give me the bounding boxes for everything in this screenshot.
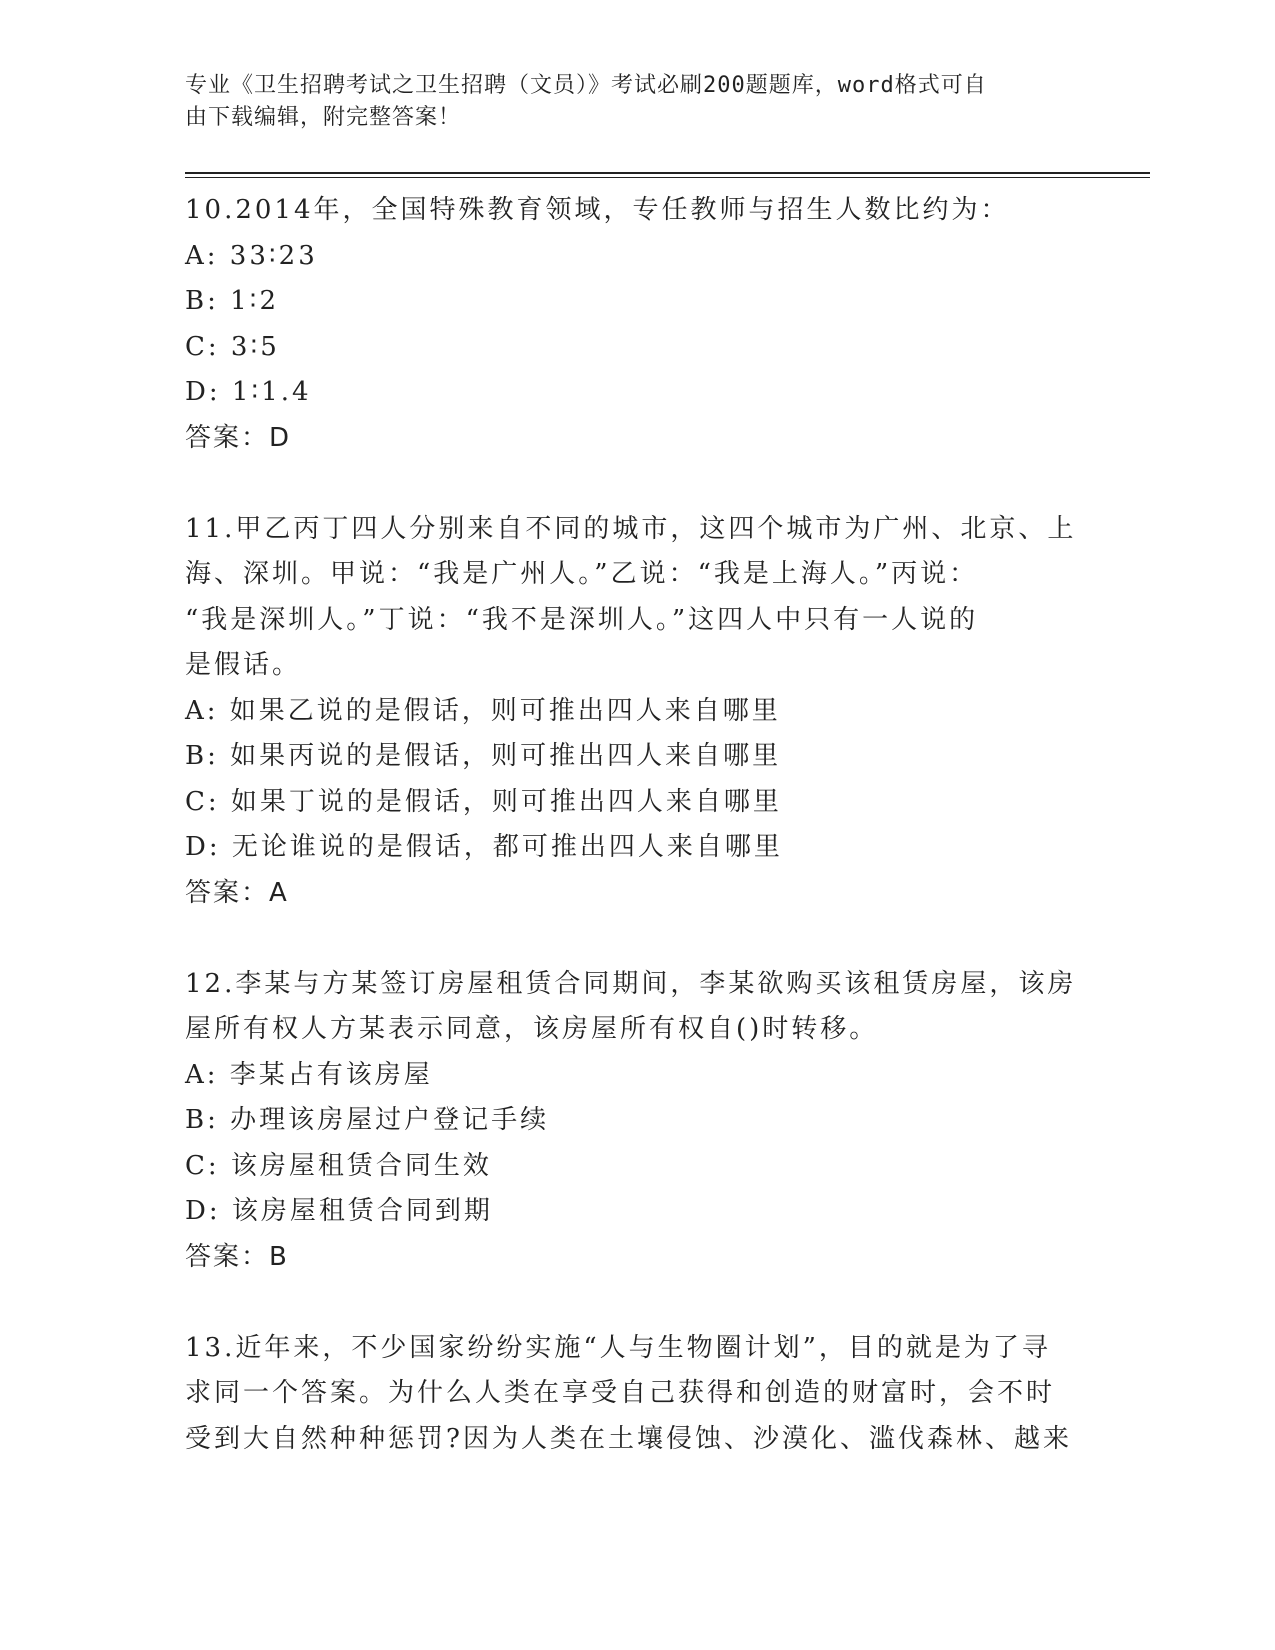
question-text: 12.李某与方某签订房屋租赁合同期间，李某欲购买该租赁房屋，该房: [185, 968, 1077, 999]
option-c: C: 3∶5: [185, 331, 280, 362]
spacer: [185, 916, 1085, 962]
option-b: B: 办理该房屋过户登记手续: [185, 1105, 550, 1135]
header-divider-thick: [185, 172, 1150, 174]
spacer: [185, 1280, 1085, 1326]
option-a: A: 李某占有该房屋: [185, 1059, 433, 1090]
answer-line: 答案：B: [185, 1241, 289, 1272]
question-text: 屋所有权人方某表示同意，该房屋所有权自()时转移。: [185, 1014, 879, 1044]
document-header: [185, 70, 1065, 134]
option-d: D: 该房屋租赁合同到期: [185, 1196, 493, 1226]
question-text: “我是深圳人。”丁说：“我不是深圳人。”这四人中只有一人说的: [185, 604, 979, 635]
question-text: 海、深圳。甲说：“我是广州人。”乙说：“我是上海人。”丙说：: [185, 559, 979, 589]
option-c: C: 如果丁说的是假话，则可推出四人来自哪里: [185, 786, 782, 817]
question-text: 10.2014年，全国特殊教育领域，专任教师与招生人数比约为：: [185, 195, 1010, 225]
answer-line: 答案：D: [185, 422, 292, 453]
question-text: 受到大自然种种惩罚?因为人类在土壤侵蚀、沙漠化、滥伐森林、越来: [185, 1423, 1072, 1454]
answer-line: 答案：A: [185, 877, 289, 908]
option-d: D: 1∶1.4: [185, 377, 312, 407]
header-divider-thin: [185, 177, 1150, 178]
option-a: A: 如果乙说的是假话，则可推出四人来自哪里: [185, 695, 781, 726]
question-12: [185, 962, 1085, 1281]
option-b: B: 1∶2: [185, 286, 279, 316]
question-10: [185, 188, 1085, 461]
spacer: [185, 461, 1085, 507]
option-c: C: 该房屋租赁合同生效: [185, 1150, 492, 1181]
header-line-1: 专业《卫生招聘考试之卫生招聘（文员）》考试必刷200题题库，word格式可自: [185, 73, 987, 98]
question-text: 11.甲乙丙丁四人分别来自不同的城市，这四个城市为广州、北京、上: [185, 513, 1077, 544]
option-b: B: 如果丙说的是假话，则可推出四人来自哪里: [185, 741, 782, 771]
question-13: [185, 1326, 1085, 1463]
option-a: A: 33∶23: [185, 240, 318, 271]
header-line-2: 由下载编辑，附完整答案！: [185, 105, 462, 130]
question-list: [185, 188, 1085, 1462]
question-11: [185, 507, 1085, 917]
question-text: 13.近年来，不少国家纷纷实施“人与生物圈计划”，目的就是为了寻: [185, 1332, 1051, 1363]
question-text: 是假话。: [185, 650, 302, 680]
question-text: 求同一个答案。为什么人类在享受自己获得和创造的财富时，会不时: [185, 1378, 1056, 1408]
option-d: D: 无论谁说的是假话，都可推出四人来自哪里: [185, 832, 783, 862]
